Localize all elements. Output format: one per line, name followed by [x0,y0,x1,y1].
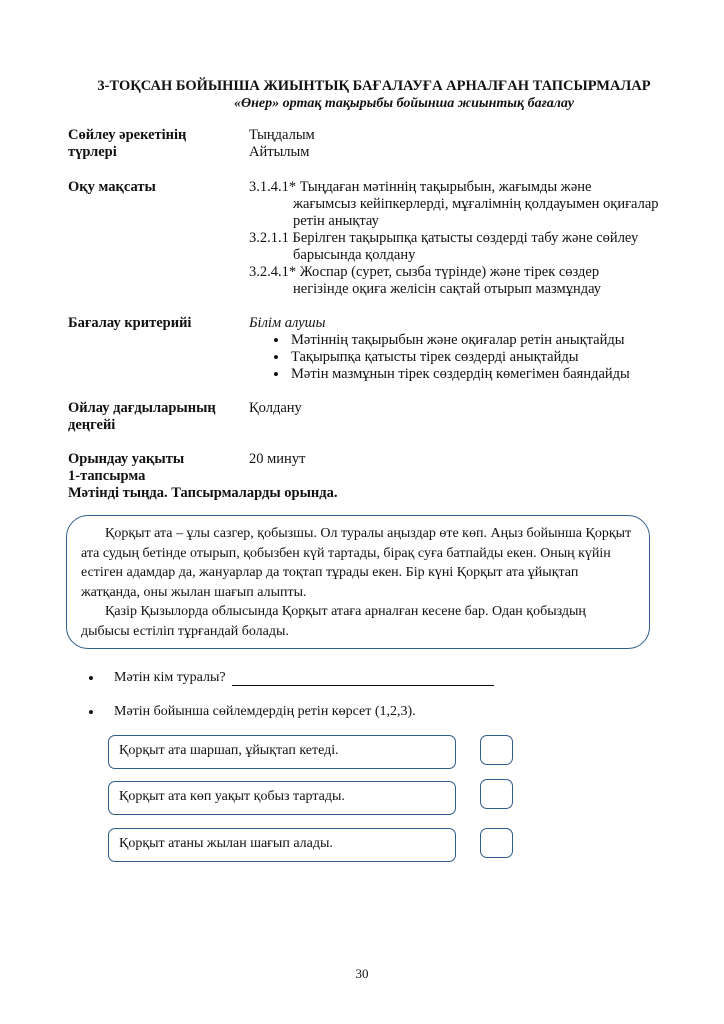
text-paragraph: Қорқыт ата – ұлы сазгер, қобызшы. Ол туралы аңыздар өте көп. Аңыз бойынша Қорқыт ата судың бетінде отырып, қобызбен күй тартады, бірақ суға батпайды екен. Оның күйін естіген адамдар да, жануарлар да тоқтап тұрады екен. Бір күні Қорқыт ата ұйықтап жатқанда, оны жылан шағып алыпты. [81,526,632,600]
worksheet-page: 3-ТОҚСАН БОЙЫНША ЖИЫНТЫҚ БАҒАЛАУҒА АРНАЛҒАН ТАПСЫРМАЛАР «Өнер» ортақ тақырыбы бойынша жиынтық бағалау Сөйлеу әрекетінің түрлері Тыңдалым Айтылым Оқу мақсаты 3.1.4.1* Тыңдаған мәтіннің тақырыбын, жағымды және жағымсыз кейіпкерлерді, мұғалімнің қолдауымен оқиғалар ретін анықтау 3.2.1.1 Берілген тақырыпқа қатысты сөздерді табу және сөйлеу барысында қолдану 3.2.4.1* Жоспар (сурет, сызба түрінде) және тірек сөздер негізінде оқиға желісін сақтай отырып мазмұндау Бағалау критерийі Білім алушы • Мәтіннің тақырыбын және оқиғалар ретін анықтайды • Тақырыпқа қатысты тірек сөздерді анықтайды • Мәтін мазмұнын тірек сөздердің көмегімен баяндайды Ойлау дағдыларының деңгейі Қолдану Орындау уақыты 1-тапсырма Мәтінді тыңда. Тапсырмаларды орында. 20 минут Қорқыт ата – ұлы сазгер, қобызшы. Ол туралы аңыздар өте көп. Аңыз бойынша Қорқыт ата судың бетінде отырып, қобызбен күй тартады, бірақ суға батпайды екен. Оның күйін естіген адамдар да, жануарлар да тоқтап тұрады екен. Бір күні Қорқыт ата ұйықтап жатқанда, оны жылан шағып алыпты. Қазір Қызылорда облысында Қорқыт атаға арналған кесене бар. Одан қобыздың дыбысы естіліп тұрғандай болады. • Мәтін кім туралы? • Мәтін бойынша сөйлемдердің ретін көрсет (1,2,3). Қорқыт ата шаршап, ұйықтап кетеді. Қорқыт ата көп уақыт қобыз тартады. Қорқыт атаны жылан шағып алады. 30 [0,0,724,1024]
criteria-item: • Тақырыпқа қатысты тірек сөздерді анықтайды [249,349,669,366]
thinking-level-row [68,400,668,436]
time-row [68,451,668,503]
page-subtitle: «Өнер» ортақ тақырыбы бойынша жиынтық бағалау [234,96,574,111]
reading-text-box [66,515,650,649]
task-instruction: Мәтінді тыңда. Тапсырмаларды орында. [68,485,338,501]
task-label: 1-тапсырма [68,468,146,484]
objective-item: 3.2.1.1 Берілген тақырыпқа қатысты сөздерді табу және сөйлеу барысында қолдану [249,230,639,263]
answer-line-input[interactable] [232,671,494,686]
thinking-level-value: Қолдану [249,400,302,416]
objectives-label: Оқу мақсаты [68,179,156,195]
objectives-row [68,179,668,299]
criteria-item: • Мәтіннің тақырыбын және оқиғалар ретін анықтайды [249,332,669,349]
speech-types-label: Сөйлеу әрекетінің түрлері [68,127,187,160]
criteria-item: • Мәтін мазмұнын тірек сөздердің көмегімен баяндайды [249,366,669,383]
sentence-box: Қорқыт атаны жылан шағып алады. [108,828,456,862]
criteria-intro: Білім алушы [249,315,326,331]
order-number-box[interactable] [480,828,513,858]
bullet-icon: • [88,703,94,722]
order-number-box[interactable] [480,779,513,809]
sentence-box: Қорқыт ата шаршап, ұйықтап кетеді. [108,735,456,769]
page-number: 30 [355,966,369,981]
speech-types-row [68,127,668,163]
criteria-row [68,315,668,385]
sentence-box: Қорқыт ата көп уақыт қобыз тартады. [108,781,456,815]
page-title: 3-ТОҚСАН БОЙЫНША ЖИЫНТЫҚ БАҒАЛАУҒА АРНАЛҒАН ТАПСЫРМАЛАР [97,78,651,94]
objective-item: 3.1.4.1* Тыңдаған мәтіннің тақырыбын, жағымды және жағымсыз кейіпкерлерді, мұғалімнің қолдауымен оқиғалар ретін анықтау [249,179,659,229]
objective-item: 3.2.4.1* Жоспар (сурет, сызба түрінде) және тірек сөздер негізінде оқиға желісін сақтай отырып мазмұндау [249,264,602,297]
text-paragraph: Қазір Қызылорда облысында Қорқыт атаға арналған кесене бар. Одан қобыздың дыбысы естіліп тұрғандай болады. [81,604,586,639]
criteria-block [249,315,669,383]
time-label: Орындау уақыты 1-тапсырма Мәтінді тыңда. Тапсырмаларды орында. [68,451,388,502]
criteria-list [249,332,669,383]
criteria-label: Бағалау критерийі [68,315,192,331]
objectives-list [249,179,669,298]
bullet-icon: • [88,669,94,688]
thinking-level-label: Ойлау дағдыларының деңгейі [68,400,216,433]
time-value: 20 минут [249,451,306,467]
speech-types-value: Тыңдалым Айтылым [249,127,315,160]
order-number-box[interactable] [480,735,513,765]
